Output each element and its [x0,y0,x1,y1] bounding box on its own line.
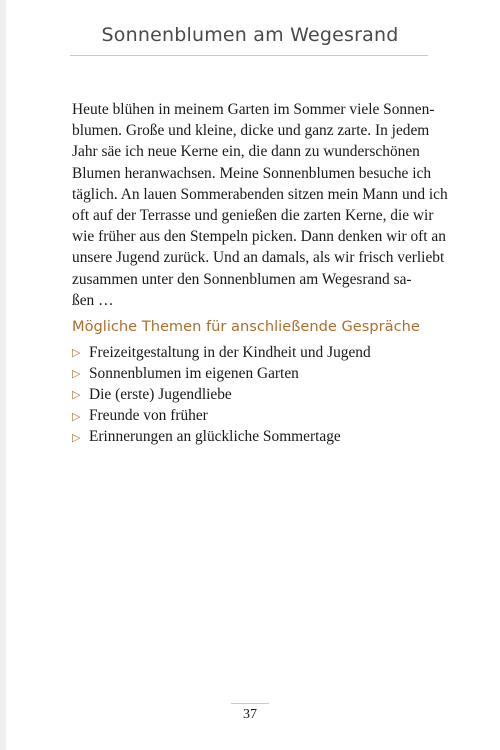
triangle-bullet-icon: ▷ [72,367,81,381]
footer-divider [231,703,269,704]
list-item-text: Erinnerungen an glückliche Sommertage [89,428,341,446]
list-item-text: Die (erste) Jugendliebe [89,385,232,403]
list-item [72,406,371,427]
title-divider [70,55,428,56]
body-paragraph [72,99,448,311]
body-line: unsere Jugend zurück. Und an damals, als wir frisch verliebt [72,249,445,267]
list-item-text: Sonnenblumen im eigenen Garten [89,364,299,382]
body-line: zusammen unter den Sonnenblumen am Wegesrand sa- [72,270,412,288]
triangle-bullet-icon: ▷ [72,346,81,360]
body-line: Heute blühen in meinem Garten im Sommer viele Sonnen- [72,101,435,118]
page-edge-shadow [0,0,6,750]
body-line: Blumen heranwachsen. Meine Sonnenblumen besuche ich [72,164,432,182]
list-item-text: Freunde von früher [89,407,208,425]
list-item [72,427,371,448]
triangle-bullet-icon: ▷ [72,388,81,402]
themes-heading: Mögliche Themen für anschließende Gespräche [72,318,420,335]
list-item [72,342,371,363]
themes-list [72,342,371,448]
body-line: ßen … [72,291,114,309]
body-line: blumen. Große und kleine, dicke und ganz zarte. In jedem [72,122,430,140]
list-item [72,384,371,405]
body-line: täglich. An lauen Sommerabenden sitzen mein Mann und ich [72,185,448,203]
triangle-bullet-icon: ▷ [72,430,81,444]
list-item-text: Freizeitgestaltung in der Kindheit und Jugend [89,343,371,361]
triangle-bullet-icon: ▷ [72,409,81,423]
page-number: 37 [243,707,257,722]
body-line: Jahr säe ich neue Kerne ein, die dann zu wunderschönen [72,143,420,161]
page-title: Sonnenblumen am Wegesrand [101,24,399,46]
body-line: oft auf der Terrasse und genießen die zarten Kerne, die wir [72,207,434,225]
list-item [72,363,371,384]
body-line: wie früher aus den Stempeln picken. Dann denken wir oft an [72,228,446,246]
